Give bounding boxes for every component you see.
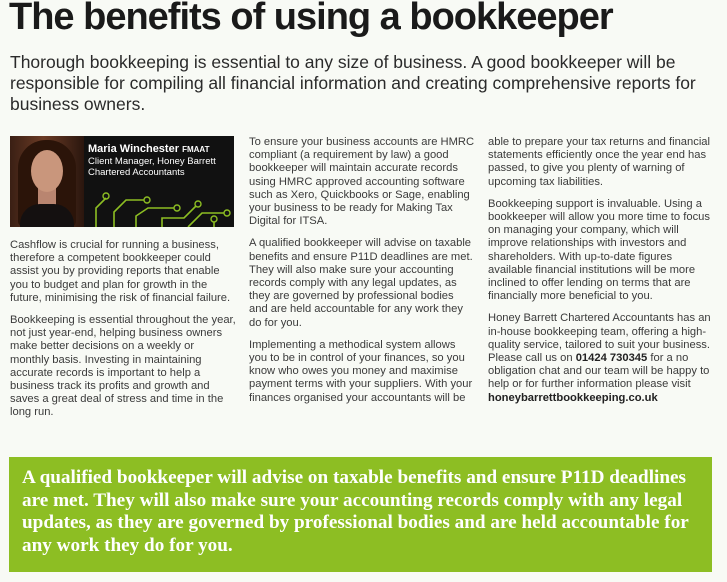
column-3 — [488, 136, 714, 414]
column-3-paragraph: able to prepare your tax returns and financial statements efficiently once the year end has passed, to give you plenty of warning of upcoming tax liabilities. — [488, 136, 711, 188]
pullquote-text: A qualified bookkeeper will advise on taxable benefits and ensure P11D deadlines are met. They will also make sure your accounting records comply with any legal updates, as they are governed by professional bodies and are held accountable for any work they do for you. — [22, 467, 689, 556]
contact-text: for a no obligation chat and our team will be happy to help or for further information please visit — [488, 352, 710, 391]
contact-text: Honey Barrett Chartered Accountants has an in-house bookkeeping team, offering a high-quality service, tailored to suit your business. Please call us on — [488, 312, 711, 365]
author-details — [88, 144, 216, 179]
column-2-paragraph: Implementing a methodical system allows you to be in control of your finances, so you know who owes you money and maximise payment terms with your suppliers. With your finances organised your accountants will be — [249, 338, 473, 404]
author-photo — [10, 136, 84, 227]
author-company: Chartered Accountants — [88, 167, 185, 178]
author-card — [10, 136, 234, 227]
column-3-paragraph — [488, 312, 714, 404]
column-3-paragraph: Bookkeeping support is invaluable. Using a bookkeeper will allow you more time to focus on managing your company, which will improve relationships with investors and shareholders. With up-to-date figures available financial institutions will be more inclined to offer lending on terms that are financially more beneficial to you. — [488, 197, 710, 303]
column-2 — [249, 136, 475, 414]
author-role: Client Manager, Honey Barrett — [88, 155, 216, 167]
column-2-paragraph: A qualified bookkeeper will advise on taxable benefits and ensure P11D deadlines are met. They will also make sure your accounting records comply with any legal updates, as they are governed by professional bodies and are held accountable for any work they do for you. — [249, 237, 473, 329]
column-1-paragraph: Cashflow is crucial for running a business, therefore a competent bookkeeper could assist you by providing reports that enable you to budget and plan for growth in the future, minimising the risk of financial failure. — [10, 239, 231, 304]
page-title: The benefits of using a bookkeeper — [9, 0, 613, 38]
column-1-paragraph: Bookkeeping is essential throughout the year, not just year-end, helping business owners make better decisions on a weekly or monthly basis. Investing in maintaining accurate records is important to help a business track its profits and growth and saves a great deal of stress and time in the long run. — [10, 314, 236, 419]
pullquote-banner — [9, 457, 712, 572]
website-link[interactable]: honeybarrettbookkeeping.co.uk — [488, 391, 658, 404]
intro-paragraph: Thorough bookkeeping is essential to any size of business. A good bookkeeper will be responsible for compiling all financial information and creating comprehensive reports for business owners. — [10, 52, 696, 114]
column-2-paragraph: To ensure your business accounts are HMRC compliant (a requirement by law) a good bookkeeper will maintain accurate records using HMRC approved accounting software such as Xero, Quickbooks or Sage, enabling your business to be ready for Making Tax Digital for ITSA. — [249, 136, 475, 228]
author-credential: FMAAT — [182, 145, 210, 154]
column-1 — [10, 136, 236, 429]
circuit-graphic — [84, 178, 234, 227]
phone-number[interactable]: 01424 730345 — [575, 352, 648, 365]
author-name: Maria Winchester — [88, 143, 179, 155]
